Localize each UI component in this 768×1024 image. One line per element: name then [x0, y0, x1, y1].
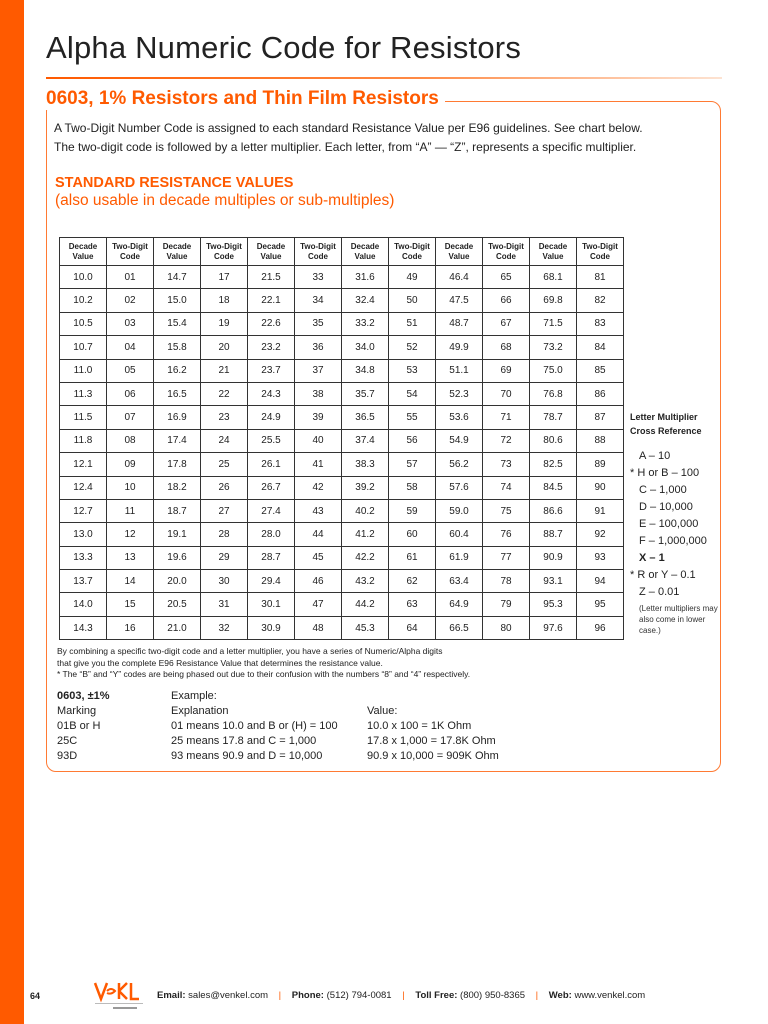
- two-digit-code-cell: 31: [201, 593, 248, 616]
- table-row: [60, 312, 624, 335]
- two-digit-code-cell: 92: [577, 523, 624, 546]
- two-digit-code-cell: 85: [577, 359, 624, 382]
- header-two-digit-code: Two-Digit Code: [483, 238, 530, 266]
- decade-value-cell: 11.5: [60, 406, 107, 429]
- intro-text: [54, 119, 704, 157]
- decade-value-cell: 35.7: [342, 382, 389, 405]
- email-link[interactable]: sales@venkel.com: [188, 990, 269, 1001]
- two-digit-code-cell: 12: [107, 523, 154, 546]
- decade-value-cell: 13.7: [60, 570, 107, 593]
- example-value: 17.8 x 1,000 = 17.8K Ohm: [367, 735, 496, 747]
- two-digit-code-cell: 27: [201, 499, 248, 522]
- example-column-explanation: [171, 689, 338, 764]
- two-digit-code-cell: 69: [483, 359, 530, 382]
- decade-value-cell: 76.8: [530, 382, 577, 405]
- decade-value-cell: 14.0: [60, 593, 107, 616]
- example-value: 90.9 x 10,000 = 909K Ohm: [367, 750, 499, 762]
- example-marking: 93D: [57, 750, 78, 762]
- table-row: [60, 616, 624, 639]
- decade-value-cell: 28.7: [248, 546, 295, 569]
- table-body: [60, 266, 624, 640]
- multiplier-item: A – 10: [639, 450, 671, 462]
- table-row: [60, 406, 624, 429]
- two-digit-code-cell: 82: [577, 289, 624, 312]
- two-digit-code-cell: 87: [577, 406, 624, 429]
- example-column-marking: [57, 689, 110, 764]
- decade-value-cell: 22.6: [248, 312, 295, 335]
- two-digit-code-cell: 14: [107, 570, 154, 593]
- decade-value-cell: 97.6: [530, 616, 577, 639]
- example-explanation: 93 means 90.9 and D = 10,000: [171, 750, 323, 762]
- decade-value-cell: 12.4: [60, 476, 107, 499]
- decade-value-cell: 28.0: [248, 523, 295, 546]
- header-decade-value: Decade Value: [248, 238, 295, 266]
- table-row: [60, 499, 624, 522]
- two-digit-code-cell: 20: [201, 336, 248, 359]
- decade-value-cell: 34.8: [342, 359, 389, 382]
- two-digit-code-cell: 67: [483, 312, 530, 335]
- two-digit-code-cell: 21: [201, 359, 248, 382]
- two-digit-code-cell: 51: [389, 312, 436, 335]
- two-digit-code-cell: 72: [483, 429, 530, 452]
- cross-reference-title: [630, 410, 702, 438]
- example-marking-header: Marking: [57, 705, 97, 717]
- decade-value-cell: 11.8: [60, 429, 107, 452]
- decade-value-cell: 59.0: [436, 499, 483, 522]
- multiplier-item: * R or Y – 0.1: [630, 569, 696, 581]
- two-digit-code-cell: 04: [107, 336, 154, 359]
- intro-line-2: The two-digit code is followed by a letter multiplier. Each letter, from “A” — “Z”, represents a specific multiplier.: [54, 140, 637, 154]
- decade-value-cell: 27.4: [248, 499, 295, 522]
- tollfree-number: (800) 950-8365: [460, 990, 526, 1001]
- decade-value-cell: 15.8: [154, 336, 201, 359]
- two-digit-code-cell: 02: [107, 289, 154, 312]
- intro-line-1: A Two-Digit Number Code is assigned to each standard Resistance Value per E96 guidelines. See chart below.: [54, 121, 643, 135]
- two-digit-code-cell: 07: [107, 406, 154, 429]
- decade-value-cell: 23.7: [248, 359, 295, 382]
- phone-number: (512) 794-0081: [326, 990, 392, 1001]
- two-digit-code-cell: 40: [295, 429, 342, 452]
- example-value-spacer: [367, 689, 499, 704]
- notes-line-3: * The “B” and “Y” codes are being phased out due to their confusion with the numbers “8” and “4” respectively.: [57, 669, 471, 679]
- two-digit-code-cell: 52: [389, 336, 436, 359]
- example-explanation: 25 means 17.8 and C = 1,000: [171, 735, 317, 747]
- decade-value-cell: 42.2: [342, 546, 389, 569]
- decade-value-cell: 29.4: [248, 570, 295, 593]
- footer-separator: |: [402, 990, 405, 1001]
- two-digit-code-cell: 37: [295, 359, 342, 382]
- email-label: Email:: [157, 990, 186, 1001]
- web-label: Web:: [548, 990, 572, 1001]
- multiplier-item: E – 100,000: [639, 518, 699, 530]
- section-heading: 0603, 1% Resistors and Thin Film Resistors: [44, 88, 445, 110]
- two-digit-code-cell: 25: [201, 453, 248, 476]
- example-column-value: [367, 689, 499, 764]
- decade-value-cell: 16.5: [154, 382, 201, 405]
- decade-value-cell: 63.4: [436, 570, 483, 593]
- decade-value-cell: 49.9: [436, 336, 483, 359]
- decade-value-cell: 57.6: [436, 476, 483, 499]
- two-digit-code-cell: 16: [107, 616, 154, 639]
- two-digit-code-cell: 09: [107, 453, 154, 476]
- decade-value-cell: 25.5: [248, 429, 295, 452]
- two-digit-code-cell: 32: [201, 616, 248, 639]
- two-digit-code-cell: 10: [107, 476, 154, 499]
- table-row: [60, 523, 624, 546]
- contact-footer: [157, 990, 645, 1001]
- two-digit-code-cell: 42: [295, 476, 342, 499]
- two-digit-code-cell: 46: [295, 570, 342, 593]
- table-row: [60, 476, 624, 499]
- multiplier-item: D – 10,000: [639, 501, 693, 513]
- two-digit-code-cell: 77: [483, 546, 530, 569]
- table-row: [60, 382, 624, 405]
- decade-value-cell: 14.3: [60, 616, 107, 639]
- decade-value-cell: 26.1: [248, 453, 295, 476]
- decade-value-cell: 44.2: [342, 593, 389, 616]
- decade-value-cell: 75.0: [530, 359, 577, 382]
- two-digit-code-cell: 76: [483, 523, 530, 546]
- decade-value-cell: 41.2: [342, 523, 389, 546]
- decade-value-cell: 12.1: [60, 453, 107, 476]
- decade-value-cell: 90.9: [530, 546, 577, 569]
- decade-value-cell: 61.9: [436, 546, 483, 569]
- decade-value-cell: 36.5: [342, 406, 389, 429]
- header-two-digit-code: Two-Digit Code: [389, 238, 436, 266]
- two-digit-code-cell: 59: [389, 499, 436, 522]
- decade-value-cell: 16.9: [154, 406, 201, 429]
- cross-reference-title-line-1: Letter Multiplier: [630, 412, 698, 422]
- phone-label: Phone:: [291, 990, 324, 1001]
- two-digit-code-cell: 13: [107, 546, 154, 569]
- two-digit-code-cell: 95: [577, 593, 624, 616]
- title-underline: [46, 77, 722, 79]
- two-digit-code-cell: 29: [201, 546, 248, 569]
- decade-value-cell: 34.0: [342, 336, 389, 359]
- decade-value-cell: 20.0: [154, 570, 201, 593]
- decade-value-cell: 53.6: [436, 406, 483, 429]
- venkel-logo: [93, 977, 145, 1018]
- example-marking: 25C: [57, 735, 78, 747]
- two-digit-code-cell: 22: [201, 382, 248, 405]
- decade-value-cell: 47.5: [436, 289, 483, 312]
- two-digit-code-cell: 84: [577, 336, 624, 359]
- two-digit-code-cell: 11: [107, 499, 154, 522]
- cross-reference-note: (Letter multipliers may also come in lower case.): [639, 604, 718, 635]
- two-digit-code-cell: 48: [295, 616, 342, 639]
- two-digit-code-cell: 96: [577, 616, 624, 639]
- page-number: 64: [30, 991, 41, 1001]
- decade-value-cell: 10.2: [60, 289, 107, 312]
- header-decade-value: Decade Value: [436, 238, 483, 266]
- two-digit-code-cell: 44: [295, 523, 342, 546]
- resistance-table: [59, 237, 624, 640]
- two-digit-code-cell: 38: [295, 382, 342, 405]
- decade-value-cell: 68.1: [530, 266, 577, 289]
- header-two-digit-code: Two-Digit Code: [201, 238, 248, 266]
- decade-value-cell: 45.3: [342, 616, 389, 639]
- two-digit-code-cell: 23: [201, 406, 248, 429]
- standard-values-subtitle: (also usable in decade multiples or sub-multiples): [55, 192, 395, 209]
- decade-value-cell: 20.5: [154, 593, 201, 616]
- decade-value-cell: 69.8: [530, 289, 577, 312]
- header-two-digit-code: Two-Digit Code: [577, 238, 624, 266]
- decade-value-cell: 19.1: [154, 523, 201, 546]
- decade-value-cell: 30.9: [248, 616, 295, 639]
- decade-value-cell: 40.2: [342, 499, 389, 522]
- notes-line-1: By combining a specific two-digit code and a letter multiplier, you have a series of Numeric/Alpha digits: [57, 646, 443, 656]
- decade-value-cell: 64.9: [436, 593, 483, 616]
- header-decade-value: Decade Value: [530, 238, 577, 266]
- table-row: [60, 453, 624, 476]
- example-label: Example:: [171, 690, 217, 702]
- decade-value-cell: 12.7: [60, 499, 107, 522]
- multiplier-item: F – 1,000,000: [639, 535, 707, 547]
- decade-value-cell: 95.3: [530, 593, 577, 616]
- decade-value-cell: 71.5: [530, 312, 577, 335]
- two-digit-code-cell: 75: [483, 499, 530, 522]
- web-link[interactable]: www.venkel.com: [574, 990, 646, 1001]
- notes-line-2: that give you the complete E96 Resistance Value that determines the resistance value.: [57, 657, 383, 668]
- page-title: Alpha Numeric Code for Resistors: [46, 30, 522, 65]
- table-row: [60, 546, 624, 569]
- decade-value-cell: 32.4: [342, 289, 389, 312]
- two-digit-code-cell: 79: [483, 593, 530, 616]
- decade-value-cell: 46.4: [436, 266, 483, 289]
- two-digit-code-cell: 70: [483, 382, 530, 405]
- decade-value-cell: 48.7: [436, 312, 483, 335]
- decade-value-cell: 84.5: [530, 476, 577, 499]
- two-digit-code-cell: 49: [389, 266, 436, 289]
- two-digit-code-cell: 17: [201, 266, 248, 289]
- two-digit-code-cell: 15: [107, 593, 154, 616]
- decade-value-cell: 11.0: [60, 359, 107, 382]
- multiplier-item: X – 1: [639, 552, 665, 564]
- example-explanation: 01 means 10.0 and B or (H) = 100: [171, 720, 338, 732]
- two-digit-code-cell: 86: [577, 382, 624, 405]
- decade-value-cell: 56.2: [436, 453, 483, 476]
- header-decade-value: Decade Value: [154, 238, 201, 266]
- two-digit-code-cell: 63: [389, 593, 436, 616]
- two-digit-code-cell: 80: [483, 616, 530, 639]
- table-row: [60, 336, 624, 359]
- two-digit-code-cell: 35: [295, 312, 342, 335]
- example-explanation-header: Explanation: [171, 705, 229, 717]
- decade-value-cell: 11.3: [60, 382, 107, 405]
- decade-value-cell: 88.7: [530, 523, 577, 546]
- decade-value-cell: 17.4: [154, 429, 201, 452]
- left-accent-band: [0, 0, 24, 1024]
- decade-value-cell: 73.2: [530, 336, 577, 359]
- two-digit-code-cell: 74: [483, 476, 530, 499]
- decade-value-cell: 13.0: [60, 523, 107, 546]
- two-digit-code-cell: 01: [107, 266, 154, 289]
- decade-value-cell: 43.2: [342, 570, 389, 593]
- two-digit-code-cell: 45: [295, 546, 342, 569]
- decade-value-cell: 13.3: [60, 546, 107, 569]
- decade-value-cell: 38.3: [342, 453, 389, 476]
- two-digit-code-cell: 68: [483, 336, 530, 359]
- example-value-header: Value:: [367, 705, 398, 717]
- decade-value-cell: 15.4: [154, 312, 201, 335]
- decade-value-cell: 16.2: [154, 359, 201, 382]
- two-digit-code-cell: 56: [389, 429, 436, 452]
- decade-value-cell: 82.5: [530, 453, 577, 476]
- decade-value-cell: 39.2: [342, 476, 389, 499]
- decade-value-cell: 18.2: [154, 476, 201, 499]
- decade-value-cell: 22.1: [248, 289, 295, 312]
- two-digit-code-cell: 24: [201, 429, 248, 452]
- decade-value-cell: 10.5: [60, 312, 107, 335]
- two-digit-code-cell: 54: [389, 382, 436, 405]
- decade-value-cell: 18.7: [154, 499, 201, 522]
- decade-value-cell: 54.9: [436, 429, 483, 452]
- decade-value-cell: 17.8: [154, 453, 201, 476]
- example-marking: 01B or H: [57, 720, 101, 732]
- two-digit-code-cell: 81: [577, 266, 624, 289]
- decade-value-cell: 31.6: [342, 266, 389, 289]
- decade-value-cell: 19.6: [154, 546, 201, 569]
- table-row: [60, 429, 624, 452]
- decade-value-cell: 66.5: [436, 616, 483, 639]
- two-digit-code-cell: 18: [201, 289, 248, 312]
- two-digit-code-cell: 05: [107, 359, 154, 382]
- decade-value-cell: 60.4: [436, 523, 483, 546]
- two-digit-code-cell: 62: [389, 570, 436, 593]
- two-digit-code-cell: 26: [201, 476, 248, 499]
- two-digit-code-cell: 61: [389, 546, 436, 569]
- decade-value-cell: 14.7: [154, 266, 201, 289]
- decade-value-cell: 30.1: [248, 593, 295, 616]
- decade-value-cell: 80.6: [530, 429, 577, 452]
- example-part-label: 0603, ±1%: [57, 690, 110, 702]
- explanation-notes: [57, 646, 617, 681]
- two-digit-code-cell: 83: [577, 312, 624, 335]
- multiplier-item: C – 1,000: [639, 484, 687, 496]
- two-digit-code-cell: 53: [389, 359, 436, 382]
- cross-reference-list: [630, 448, 707, 601]
- decade-value-cell: 24.3: [248, 382, 295, 405]
- header-decade-value: Decade Value: [60, 238, 107, 266]
- example-value: 10.0 x 100 = 1K Ohm: [367, 720, 472, 732]
- footer-separator: |: [535, 990, 539, 1001]
- table-row: [60, 359, 624, 382]
- table-row: [60, 266, 624, 289]
- decade-value-cell: 33.2: [342, 312, 389, 335]
- two-digit-code-cell: 03: [107, 312, 154, 335]
- decade-value-cell: 21.5: [248, 266, 295, 289]
- table-row: [60, 593, 624, 616]
- two-digit-code-cell: 94: [577, 570, 624, 593]
- decade-value-cell: 26.7: [248, 476, 295, 499]
- multiplier-item: * H or B – 100: [630, 467, 700, 479]
- standard-values-title: STANDARD RESISTANCE VALUES: [55, 175, 294, 191]
- two-digit-code-cell: 57: [389, 453, 436, 476]
- two-digit-code-cell: 55: [389, 406, 436, 429]
- two-digit-code-cell: 89: [577, 453, 624, 476]
- decade-value-cell: 21.0: [154, 616, 201, 639]
- two-digit-code-cell: 64: [389, 616, 436, 639]
- two-digit-code-cell: 91: [577, 499, 624, 522]
- two-digit-code-cell: 65: [483, 266, 530, 289]
- two-digit-code-cell: 39: [295, 406, 342, 429]
- two-digit-code-cell: 88: [577, 429, 624, 452]
- two-digit-code-cell: 34: [295, 289, 342, 312]
- header-two-digit-code: Two-Digit Code: [107, 238, 154, 266]
- decade-value-cell: 10.0: [60, 266, 107, 289]
- decade-value-cell: 78.7: [530, 406, 577, 429]
- decade-value-cell: 15.0: [154, 289, 201, 312]
- two-digit-code-cell: 78: [483, 570, 530, 593]
- header-decade-value: Decade Value: [342, 238, 389, 266]
- two-digit-code-cell: 90: [577, 476, 624, 499]
- two-digit-code-cell: 19: [201, 312, 248, 335]
- two-digit-code-cell: 47: [295, 593, 342, 616]
- two-digit-code-cell: 73: [483, 453, 530, 476]
- table-row: [60, 570, 624, 593]
- two-digit-code-cell: 66: [483, 289, 530, 312]
- multiplier-item: Z – 0.01: [639, 586, 680, 598]
- tollfree-label: Toll Free:: [415, 990, 458, 1001]
- two-digit-code-cell: 41: [295, 453, 342, 476]
- header-two-digit-code: Two-Digit Code: [295, 238, 342, 266]
- decade-value-cell: 51.1: [436, 359, 483, 382]
- two-digit-code-cell: 58: [389, 476, 436, 499]
- two-digit-code-cell: 08: [107, 429, 154, 452]
- decade-value-cell: 52.3: [436, 382, 483, 405]
- two-digit-code-cell: 93: [577, 546, 624, 569]
- two-digit-code-cell: 28: [201, 523, 248, 546]
- decade-value-cell: 24.9: [248, 406, 295, 429]
- decade-value-cell: 86.6: [530, 499, 577, 522]
- footer-separator: |: [278, 990, 282, 1001]
- decade-value-cell: 93.1: [530, 570, 577, 593]
- two-digit-code-cell: 71: [483, 406, 530, 429]
- table-header-row: [60, 238, 624, 266]
- decade-value-cell: 37.4: [342, 429, 389, 452]
- decade-value-cell: 23.2: [248, 336, 295, 359]
- cross-reference-title-line-2: Cross Reference: [630, 426, 702, 436]
- two-digit-code-cell: 50: [389, 289, 436, 312]
- two-digit-code-cell: 30: [201, 570, 248, 593]
- two-digit-code-cell: 36: [295, 336, 342, 359]
- two-digit-code-cell: 06: [107, 382, 154, 405]
- two-digit-code-cell: 43: [295, 499, 342, 522]
- two-digit-code-cell: 60: [389, 523, 436, 546]
- table-row: [60, 289, 624, 312]
- decade-value-cell: 10.7: [60, 336, 107, 359]
- two-digit-code-cell: 33: [295, 266, 342, 289]
